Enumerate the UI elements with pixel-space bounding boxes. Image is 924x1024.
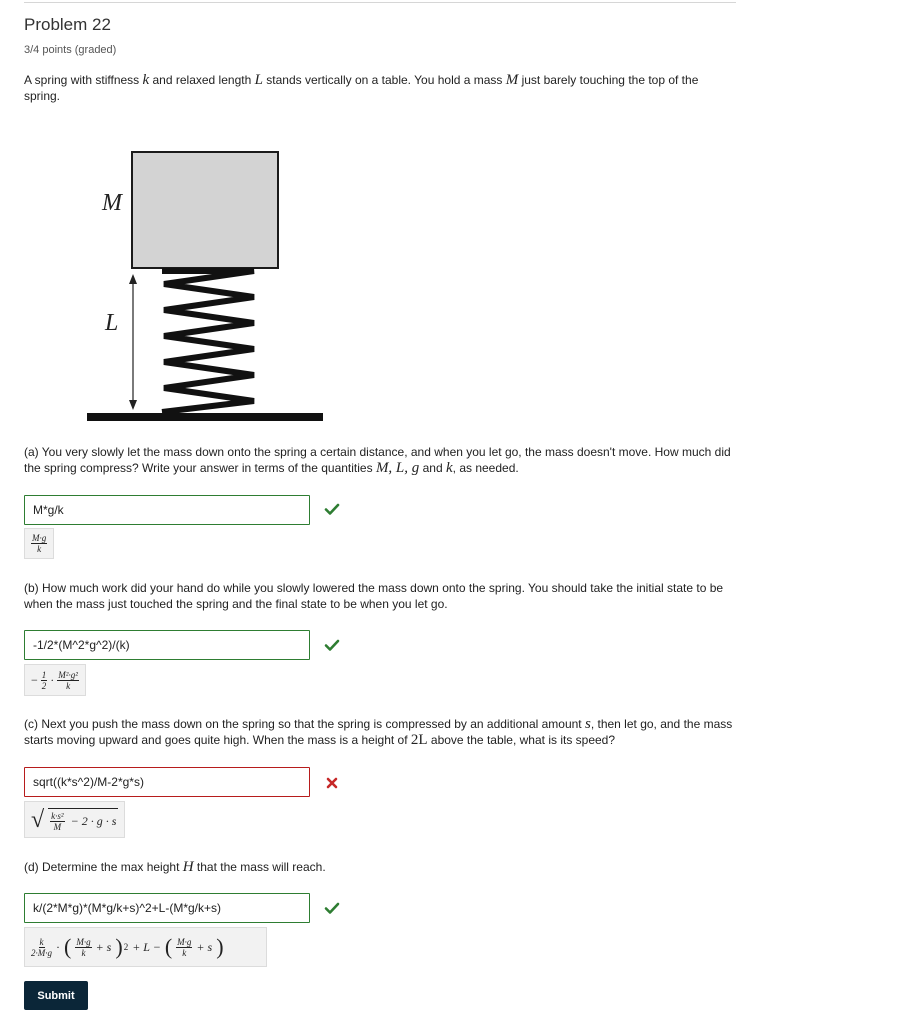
part-d-preview: $\frac{k}{2\cdot M\cdot g}$ · ( $\frac{M\cdot g}{k}$ + s ) 2 + L − ( $\frac{M\cdot g}{k}$ + s ) [24, 927, 267, 967]
check-icon [324, 900, 340, 916]
check-icon [324, 637, 340, 653]
top-divider [24, 2, 736, 3]
spring-mass-figure [80, 140, 340, 430]
part-b-preview: − $\frac{1}{2}$ · $\frac{\text{M²·g²}}{k}$ [24, 664, 86, 696]
length-label: L [105, 310, 119, 336]
part-b-answer-input[interactable]: -1/2*(M^2*g^2)/(k) [24, 630, 310, 660]
table-surface [87, 413, 323, 421]
cross-icon [324, 775, 340, 791]
mass-label: M [102, 190, 122, 216]
submit-button[interactable]: Submit [24, 981, 88, 1010]
part-c-preview: √ $\frac{\text{k·s²}}{M}$ − 2 · g · s [24, 801, 125, 838]
part-b-prompt: (b) How much work did your hand do while you slowly lowered the mass down onto the spring. You should take the initial state to be when the mass just touched the spring and the final state to be when you let go. [24, 581, 724, 611]
part-a-prompt: (a) You very slowly let the mass down onto the spring a certain distance, and when you let go, the mass doesn't move. How much did the spring compress? Write your answer in terms of the quantities M, L, g and k, as needed. [24, 445, 731, 476]
mass-block [132, 152, 278, 268]
spring-coil [162, 271, 254, 412]
check-icon [324, 501, 340, 517]
part-d-answer-input[interactable]: k/(2*M*g)*(M*g/k+s)^2+L-(M*g/k+s) [24, 893, 310, 923]
length-arrow-head-top [129, 274, 137, 284]
part-a-answer-input[interactable]: M*g/k [24, 495, 310, 525]
part-a-preview: $\frac{M\cdot g}{k}$ [24, 528, 54, 559]
part-c-prompt: (c) Next you push the mass down on the spring so that the spring is compressed by an additional amount s, then let go, and the mass starts moving upward and goes quite high. When the mass is a height of 2L above the table, what is its speed? [24, 716, 733, 748]
problem-intro: A spring with stiffness k and relaxed length L stands vertically on a table. You hold a mass M just barely touching the top of the spring. [24, 72, 699, 103]
length-arrow-head-bottom [129, 400, 137, 410]
problem-title: Problem 22 [24, 15, 111, 34]
points-label: 3/4 points (graded) [24, 44, 117, 56]
part-c-answer-input[interactable]: sqrt((k*s^2)/M-2*g*s) [24, 767, 310, 797]
part-d-prompt: (d) Determine the max height H that the mass will reach. [24, 859, 326, 875]
